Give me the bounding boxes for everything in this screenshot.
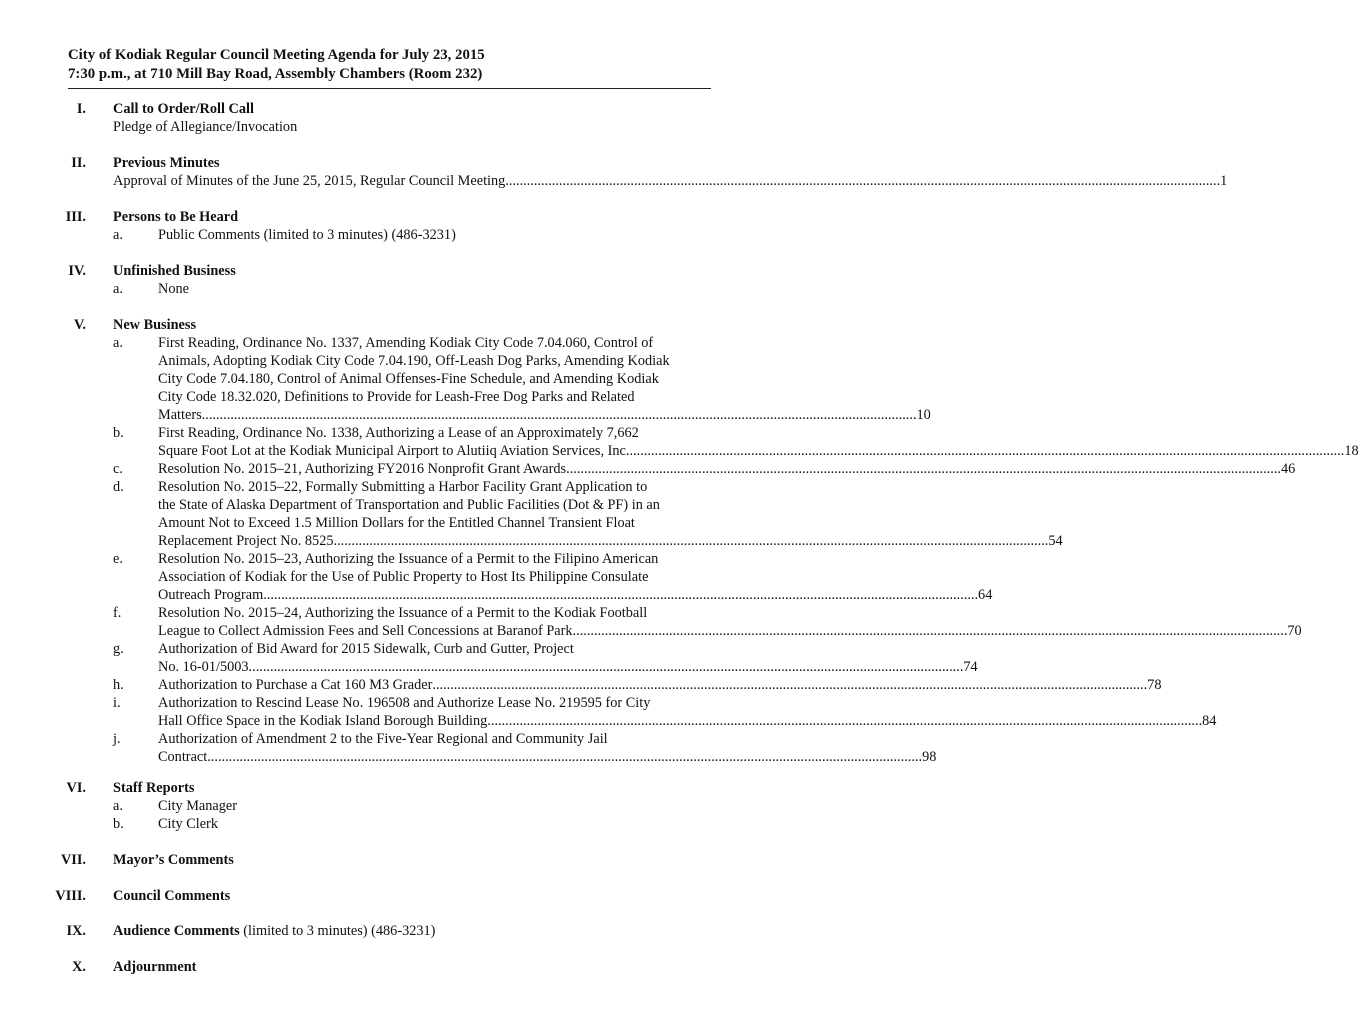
list-item (113, 424, 1359, 460)
section-number: VII. (60, 852, 86, 868)
item-letter: c. (113, 461, 123, 477)
list-item (113, 226, 703, 244)
section-title: Adjournment (113, 959, 197, 975)
header-divider (68, 88, 711, 89)
item-last-line (158, 622, 1302, 640)
section-number: I. (76, 101, 86, 117)
section-number: III. (65, 209, 86, 225)
entry-text: No. 16-01/5003 (158, 659, 249, 675)
item-line: Authorization to Rescind Lease No. 196508 and Authorize Lease No. 219595 for City (158, 695, 651, 711)
page-number: 70 (1287, 623, 1302, 639)
page-number: 10 (916, 407, 931, 423)
page-number: 46 (1280, 461, 1296, 477)
item-last-line (158, 442, 1359, 460)
page-number: 1 (1220, 173, 1228, 189)
entry-text: Outreach Program (158, 587, 264, 603)
list-item (113, 550, 993, 604)
dot-leader (432, 676, 1147, 694)
list-item (113, 694, 1217, 730)
entry-text: Contract (158, 749, 208, 765)
entry-text: Hall Office Space in the Kodiak Island Borough Building (158, 713, 488, 729)
section-title-line (113, 922, 703, 940)
item-letter: b. (113, 425, 124, 441)
section-title-extra: (limited to 3 minutes) (486-3231) (239, 923, 436, 939)
item-line: Authorization of Bid Award for 2015 Sidewalk, Curb and Gutter, Project (158, 641, 574, 657)
page-number: 98 (922, 749, 937, 765)
item-last-line (158, 586, 992, 604)
item-line: First Reading, Ordinance No. 1338, Authorizing a Lease of an Approximately 7,662 (158, 425, 639, 441)
dot-leader (487, 712, 1202, 730)
section-number: VIII. (55, 888, 86, 904)
page-number: 54 (1048, 533, 1063, 549)
section-number: VI. (66, 780, 86, 796)
item-line: the State of Alaska Department of Transportation and Public Facilities (Dot & PF) in an (158, 497, 660, 513)
section-title: Staff Reports (113, 780, 195, 796)
section-number: X. (72, 959, 86, 975)
list-item (113, 478, 1063, 550)
entry-text: Authorization to Purchase a Cat 160 M3 Grader (158, 677, 433, 693)
list-item (113, 730, 937, 766)
dot-leader (573, 622, 1288, 640)
item-letter: d. (113, 479, 124, 495)
item-text: Public Comments (limited to 3 minutes) (486-3231) (158, 227, 456, 243)
dot-leader (334, 532, 1049, 550)
section-number: V. (73, 317, 86, 333)
dot-leader (629, 442, 1344, 460)
item-text: City Manager (158, 798, 238, 814)
item-line: Animals, Adopting Kodiak City Code 7.04.190, Off-Leash Dog Parks, Amending Kodiak (158, 353, 670, 369)
minutes-entry (113, 172, 1228, 190)
agenda-header (68, 46, 718, 84)
item-last-line (158, 532, 1063, 550)
entry-text: Square Foot Lot at the Kodiak Municipal Airport to Alutiiq Aviation Services, Inc. (158, 443, 630, 459)
item-letter: a. (113, 335, 123, 351)
entry-text: Resolution No. 2015–21, Authorizing FY2016 Nonprofit Grant Awards (158, 461, 567, 477)
item-last-line (158, 676, 1162, 694)
item-line: Authorization of Amendment 2 to the Five-Year Regional and Community Jail (158, 731, 608, 747)
dot-leader (249, 658, 964, 676)
page-number: 18 (1344, 443, 1359, 459)
section-title: Council Comments (113, 888, 231, 904)
item-text: City Clerk (158, 816, 218, 832)
section-subtitle: Pledge of Allegiance/Invocation (113, 119, 298, 135)
item-line: City Code 18.32.020, Definitions to Provide for Leash-Free Dog Parks and Related (158, 389, 635, 405)
section-number: IX. (66, 923, 86, 939)
list-item (113, 676, 1162, 694)
page-number: 64 (978, 587, 993, 603)
item-line: Association of Kodiak for the Use of Public Property to Host Its Philippine Consulate (158, 569, 649, 585)
item-letter: h. (113, 677, 124, 693)
entry-text: League to Collect Admission Fees and Sell Concessions at Baranof Park (158, 623, 573, 639)
header-line-1: City of Kodiak Regular Council Meeting Agenda for July 23, 2015 (68, 47, 485, 63)
dot-leader (505, 172, 1220, 190)
item-last-line (158, 658, 978, 676)
page-number: 78 (1147, 677, 1162, 693)
page-number: 84 (1202, 713, 1217, 729)
item-letter: f. (113, 605, 122, 621)
list-item (113, 280, 703, 298)
list-item (113, 640, 978, 676)
section-title: Unfinished Business (113, 263, 236, 279)
page-number: 74 (963, 659, 978, 675)
entry-text: Replacement Project No. 8525 (158, 533, 334, 549)
item-line: City Code 7.04.180, Control of Animal Offenses-Fine Schedule, and Amending Kodiak (158, 371, 659, 387)
entry-text: Approval of Minutes of the June 25, 2015, Regular Council Meeting (113, 173, 506, 189)
item-last-line (158, 712, 1216, 730)
section-title: Mayor’s Comments (113, 852, 234, 868)
item-text: None (158, 281, 189, 297)
item-letter: b. (113, 816, 124, 832)
list-item (113, 797, 703, 815)
list-item (113, 604, 1302, 640)
dot-leader (263, 586, 978, 604)
item-letter: a. (113, 798, 123, 814)
list-item (113, 460, 1296, 478)
item-letter: e. (113, 551, 123, 567)
section-title: Call to Order/Roll Call (113, 101, 254, 117)
item-line: Resolution No. 2015–23, Authorizing the Issuance of a Permit to the Filipino American (158, 551, 659, 567)
item-letter: j. (113, 731, 121, 747)
item-last-line (158, 406, 931, 424)
item-last-line (158, 460, 1295, 478)
item-line: Amount Not to Exceed 1.5 Million Dollars for the Entitled Channel Transient Float (158, 515, 635, 531)
section-number: II. (71, 155, 86, 171)
section-title: Previous Minutes (113, 155, 220, 171)
item-letter: a. (113, 281, 123, 297)
item-letter: i. (113, 695, 121, 711)
dot-leader (566, 460, 1281, 478)
section-title: Audience Comments (113, 923, 240, 939)
header-line-2: 7:30 p.m., at 710 Mill Bay Road, Assembly Chambers (Room 232) (68, 66, 483, 82)
dot-leader (207, 748, 922, 766)
entry-text: Matters (158, 407, 202, 423)
section-title: Persons to Be Heard (113, 209, 239, 225)
section-title: New Business (113, 317, 197, 333)
item-line: Resolution No. 2015–22, Formally Submitting a Harbor Facility Grant Application to (158, 479, 648, 495)
item-last-line (158, 748, 936, 766)
item-letter: g. (113, 641, 124, 657)
item-line: First Reading, Ordinance No. 1337, Amending Kodiak City Code 7.04.060, Control of (158, 335, 654, 351)
dot-leader (202, 406, 917, 424)
section-number: IV. (68, 263, 86, 279)
list-item (113, 334, 931, 424)
item-letter: a. (113, 227, 123, 243)
item-line: Resolution No. 2015–24, Authorizing the Issuance of a Permit to the Kodiak Football (158, 605, 648, 621)
list-item (113, 815, 703, 833)
